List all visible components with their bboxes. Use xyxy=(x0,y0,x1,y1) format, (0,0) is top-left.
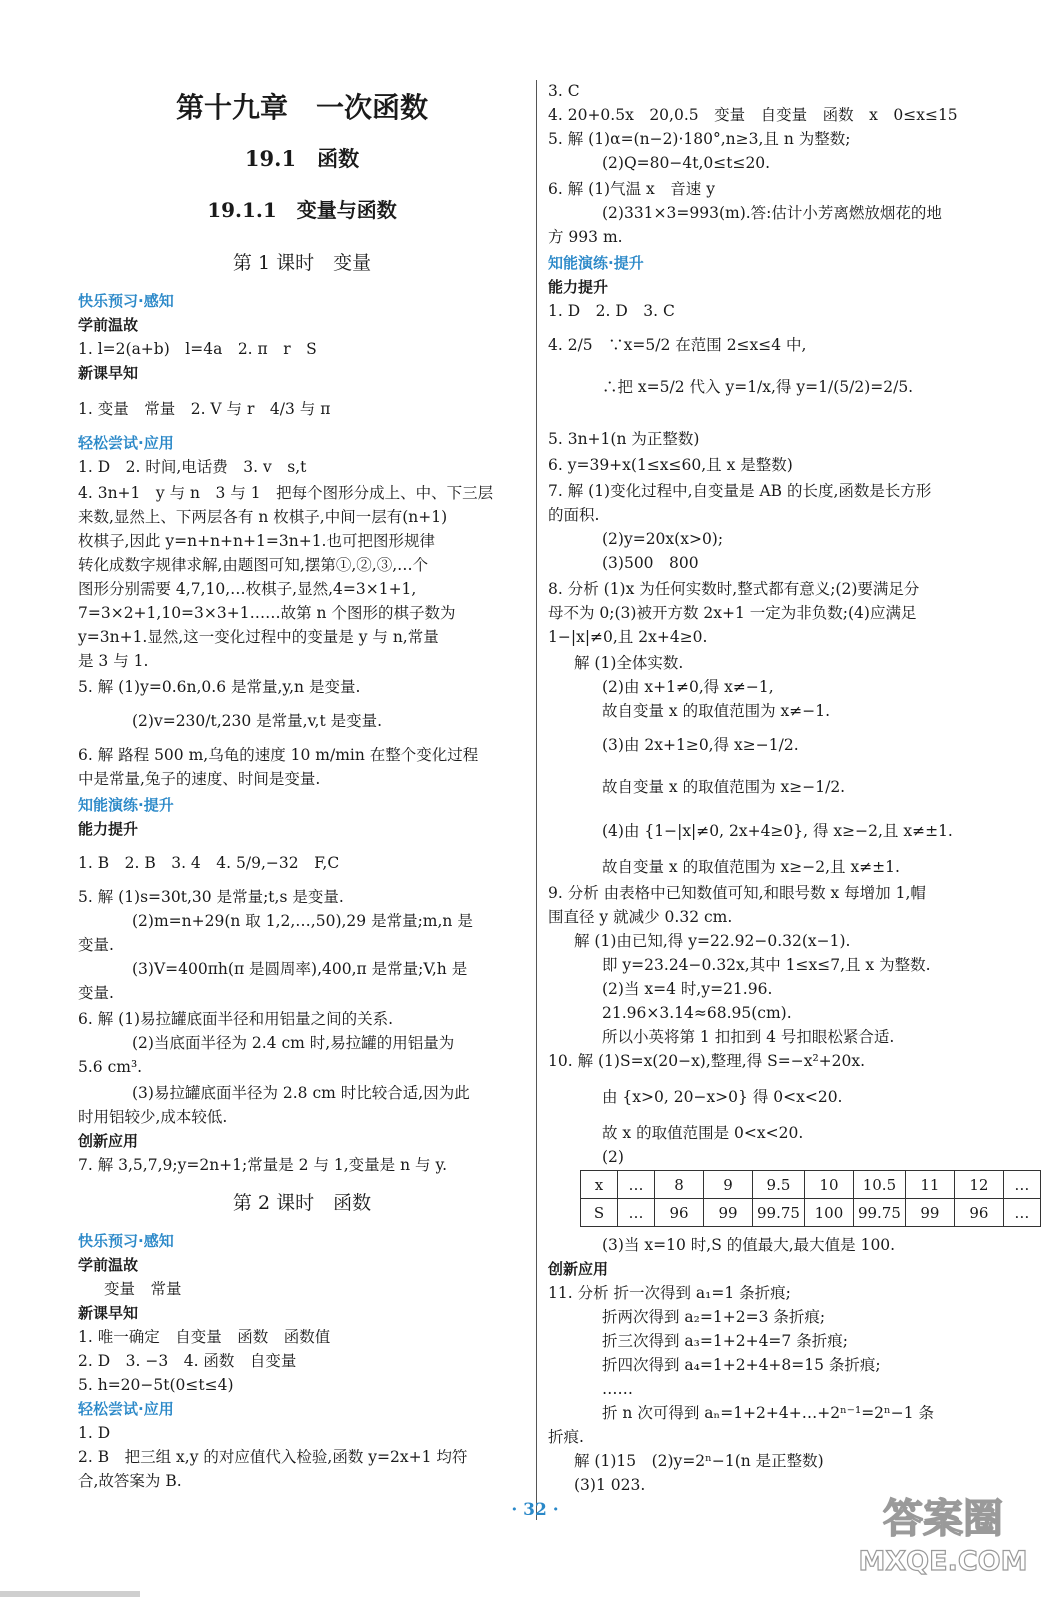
text-line: 变量 常量 xyxy=(104,1280,182,1298)
text-line: 1. D 2. D 3. C xyxy=(548,302,675,320)
text-line: 合,故答案为 B. xyxy=(78,1472,182,1490)
svg-text:答案圈: 答案圈 xyxy=(883,1496,1003,1542)
text-line: 1. B 2. B 3. 4 4. 5/9,−32 F,C xyxy=(78,854,340,872)
text-line: 是 3 与 1. xyxy=(78,652,149,670)
text-line: …… xyxy=(602,1380,633,1398)
table-cell: 10 xyxy=(804,1171,853,1199)
table-cell: 11 xyxy=(905,1171,954,1199)
text-line: 第十九章 一次函数 xyxy=(175,91,428,124)
text-line: 1. 唯一确定 自变量 函数 函数值 xyxy=(78,1328,331,1346)
section-banner: 轻松尝试·应用 xyxy=(78,434,174,452)
text-line: 7. 解 (1)变化过程中,自变量是 AB 的长度,函数是长方形 xyxy=(548,482,932,500)
text-line: 转化成数字规律求解,由题图可知,摆第①,②,③,…个 xyxy=(78,556,429,574)
text-line: 即 y=23.24−0.32x,其中 1≤x≤7,且 x 为整数. xyxy=(602,956,931,974)
table-cell: 99.75 xyxy=(753,1199,805,1227)
text-line: 第 1 课时 变量 xyxy=(232,252,372,274)
text-line: 4. 2/5 ∵x=5/2 在范围 2≤x≤4 中, xyxy=(548,336,807,354)
table-cell: 10.5 xyxy=(853,1171,905,1199)
text-line: y=3n+1.显然,这一变化过程中的变量是 y 与 n,常量 xyxy=(78,628,439,646)
section-heading: 创新应用 xyxy=(548,1260,609,1278)
table-cell: 99 xyxy=(704,1199,753,1227)
table-row xyxy=(581,1199,1041,1227)
text-line: 的面积. xyxy=(548,506,600,524)
text-line: (2)y=20x(x>0); xyxy=(602,530,724,548)
text-line: 来数,显然上、下两层各有 n 枚棋子,中间一层有(n+1) xyxy=(78,508,448,526)
text-line: 围直径 y 就减少 0.32 cm. xyxy=(548,908,733,926)
table-cell: 99 xyxy=(905,1199,954,1227)
text-line: 1. l=2(a+b) l=4a 2. π r S xyxy=(78,340,317,358)
text-line: 5. 解 (1)y=0.6n,0.6 是常量,y,n 是变量. xyxy=(78,678,361,696)
xs-value-table xyxy=(580,1170,1041,1227)
text-line: (2)v=230/t,230 是常量,v,t 是变量. xyxy=(132,712,383,730)
text-line: (3)500 800 xyxy=(602,554,699,572)
text-line: 折两次得到 a₂=1+2=3 条折痕; xyxy=(602,1308,826,1326)
text-line: 6. y=39+x(1≤x≤60,且 x 是整数) xyxy=(548,456,793,474)
text-line: (2)当底面半径为 2.4 cm 时,易拉罐的用铝量为 xyxy=(132,1034,455,1052)
text-line: 8. 分析 (1)x 为任何实数时,整式都有意义;(2)要满足分 xyxy=(548,580,920,598)
table-row xyxy=(581,1171,1041,1199)
watermark-logo xyxy=(858,1480,1028,1580)
text-line: 5. 解 (1)α=(n−2)·180°,n≥3,且 n 为整数; xyxy=(548,130,851,148)
text-line: 4. 20+0.5x 20,0.5 变量 自变量 函数 x 0≤x≤15 xyxy=(548,106,958,124)
text-line: (3)1 023. xyxy=(574,1476,646,1494)
text-line: (2)Q=80−4t,0≤t≤20. xyxy=(602,154,771,172)
bottom-strip-decoration xyxy=(0,1588,140,1600)
table-cell: 8 xyxy=(655,1171,704,1199)
table-cell: x xyxy=(581,1171,618,1199)
text-line: 5. h=20−5t(0≤t≤4) xyxy=(78,1376,234,1394)
text-line: (2)m=n+29(n 取 1,2,…,50),29 是常量;m,n 是 xyxy=(132,912,473,930)
text-line: (3)V=400πh(π 是圆周率),400,π 是常量;V,h 是 xyxy=(132,960,468,978)
table-cell: 96 xyxy=(954,1199,1003,1227)
text-line: 解 (1)15 (2)y=2ⁿ−1(n 是正整数) xyxy=(574,1452,824,1470)
table-cell: 9.5 xyxy=(753,1171,805,1199)
text-line: 19.1 函数 xyxy=(244,146,360,171)
text-line: 折 n 次可得到 aₙ=1+2+4+…+2ⁿ⁻¹=2ⁿ−1 条 xyxy=(602,1404,935,1422)
table-cell: … xyxy=(1003,1171,1040,1199)
section-heading: 能力提升 xyxy=(78,820,139,838)
section-banner: 知能演练·提升 xyxy=(548,254,644,272)
text-line: 所以小英将第 1 扣扣到 4 号扣眼松紧合适. xyxy=(602,1028,895,1046)
text-line: 解 (1)由已知,得 y=22.92−0.32(x−1). xyxy=(574,932,851,950)
table-cell: 99.75 xyxy=(853,1199,905,1227)
text-line: (3)易拉罐底面半径为 2.8 cm 时比较合适,因为此 xyxy=(132,1084,470,1102)
text-line: 2. B 把三组 x,y 的对应值代入检验,函数 y=2x+1 均符 xyxy=(78,1448,468,1466)
text-line: (2)由 x+1≠0,得 x≠−1, xyxy=(602,678,774,696)
text-line: 2. D 3. −3 4. 函数 自变量 xyxy=(78,1352,297,1370)
text-line: 4. 3n+1 y 与 n 3 与 1 把每个图形分成上、中、下三层 xyxy=(78,484,494,502)
text-line: 10. 解 (1)S=x(20−x),整理,得 S=−x²+20x. xyxy=(548,1052,866,1070)
text-line: (2) xyxy=(602,1148,624,1166)
text-line: 6. 解 路程 500 m,乌龟的速度 10 m/min 在整个变化过程 xyxy=(78,746,479,764)
text-line: 1−|x|≠0,且 2x+4≥0. xyxy=(548,628,708,646)
text-line: (4)由 {1−|x|≠0, 2x+4≥0}, 得 x≥−2,且 x≠±1. xyxy=(602,822,953,840)
text-line: 母不为 0;(3)被开方数 2x+1 一定为非负数;(4)应满足 xyxy=(548,604,917,622)
text-line: 21.96×3.14≈68.95(cm). xyxy=(602,1004,792,1022)
text-line: 变量. xyxy=(78,984,114,1002)
text-line: 6. 解 (1)易拉罐底面半径和用铝量之间的关系. xyxy=(78,1010,394,1028)
table-cell: … xyxy=(618,1199,655,1227)
svg-text:MXQE.COM: MXQE.COM xyxy=(858,1546,1028,1577)
table-cell: 100 xyxy=(804,1199,853,1227)
text-line: 折三次得到 a₃=1+2+4=7 条折痕; xyxy=(602,1332,848,1350)
text-line: 5.6 cm³. xyxy=(78,1058,143,1076)
text-line: 折四次得到 a₄=1+2+4+8=15 条折痕; xyxy=(602,1356,881,1374)
text-line: 7=3×2+1,10=3×3+1……故第 n 个图形的棋子数为 xyxy=(78,604,456,622)
text-line: (3)当 x=10 时,S 的值最大,最大值是 100. xyxy=(602,1236,896,1254)
text-line: 故自变量 x 的取值范围为 x≥−1/2. xyxy=(602,778,846,796)
text-line: 由 {x>0, 20−x>0} 得 0<x<20. xyxy=(602,1088,843,1106)
text-line: 11. 分析 折一次得到 a₁=1 条折痕; xyxy=(548,1284,791,1302)
text-line: ∴把 x=5/2 代入 y=1/x,得 y=1/(5/2)=2/5. xyxy=(602,378,914,396)
section-heading: 新课早知 xyxy=(78,364,139,382)
text-line: 7. 解 3,5,7,9;y=2n+1;常量是 2 与 1,变量是 n 与 y. xyxy=(78,1156,448,1174)
text-line: (3)由 2x+1≥0,得 x≥−1/2. xyxy=(602,736,799,754)
text-line: 1. 变量 常量 2. V 与 r 4/3 与 π xyxy=(78,400,331,418)
text-line: 方 993 m. xyxy=(548,228,623,246)
text-line: 5. 解 (1)s=30t,30 是常量;t,s 是变量. xyxy=(78,888,344,906)
text-line: 1. D xyxy=(78,1424,111,1442)
text-line: 枚棋子,因此 y=n+n+n+1=3n+1.也可把图形规律 xyxy=(78,532,435,550)
table-cell: S xyxy=(581,1199,618,1227)
text-line: 折痕. xyxy=(548,1428,584,1446)
section-banner: 快乐预习·感知 xyxy=(78,1232,174,1250)
table-cell: … xyxy=(618,1171,655,1199)
section-heading: 新课早知 xyxy=(78,1304,139,1322)
section-heading: 能力提升 xyxy=(548,278,609,296)
text-line: 图形分别需要 4,7,10,…枚棋子,显然,4=3×1+1, xyxy=(78,580,417,598)
text-line: 中是常量,兔子的速度、时间是变量. xyxy=(78,770,321,788)
text-line: 变量. xyxy=(78,936,114,954)
text-line: 解 (1)全体实数. xyxy=(574,654,684,672)
table-cell: … xyxy=(1003,1199,1040,1227)
text-line: 9. 分析 由表格中已知数值可知,和眼号数 x 每增加 1,帽 xyxy=(548,884,926,902)
section-banner: 轻松尝试·应用 xyxy=(78,1400,174,1418)
table-cell: 96 xyxy=(655,1199,704,1227)
page-number: · 32 · xyxy=(511,1500,559,1520)
section-heading: 学前温故 xyxy=(78,1256,139,1274)
section-banner: 知能演练·提升 xyxy=(78,796,174,814)
section-heading: 创新应用 xyxy=(78,1132,139,1150)
text-line: 故自变量 x 的取值范围为 x≠−1. xyxy=(602,702,831,720)
text-line: 19.1.1 变量与函数 xyxy=(207,198,397,222)
table-cell: 12 xyxy=(954,1171,1003,1199)
text-line: 3. C xyxy=(548,82,580,100)
section-banner: 快乐预习·感知 xyxy=(78,292,174,310)
text-line: 故自变量 x 的取值范围为 x≥−2,且 x≠±1. xyxy=(602,858,900,876)
text-line: 第 2 课时 函数 xyxy=(232,1192,372,1214)
text-line: 6. 解 (1)气温 x 音速 y xyxy=(548,180,715,198)
table-cell: 9 xyxy=(704,1171,753,1199)
column-divider xyxy=(536,80,537,1520)
text-line: 5. 3n+1(n 为正整数) xyxy=(548,430,700,448)
text-line: 1. D 2. 时间,电话费 3. v s,t xyxy=(78,458,307,476)
text-line: (2)331×3=993(m).答:估计小芳离燃放烟花的地 xyxy=(602,204,942,222)
section-heading: 学前温故 xyxy=(78,316,139,334)
text-line: 时用铝较少,成本较低. xyxy=(78,1108,228,1126)
text-line: (2)当 x=4 时,y=21.96. xyxy=(602,980,773,998)
text-line: 故 x 的取值范围是 0<x<20. xyxy=(602,1124,804,1142)
